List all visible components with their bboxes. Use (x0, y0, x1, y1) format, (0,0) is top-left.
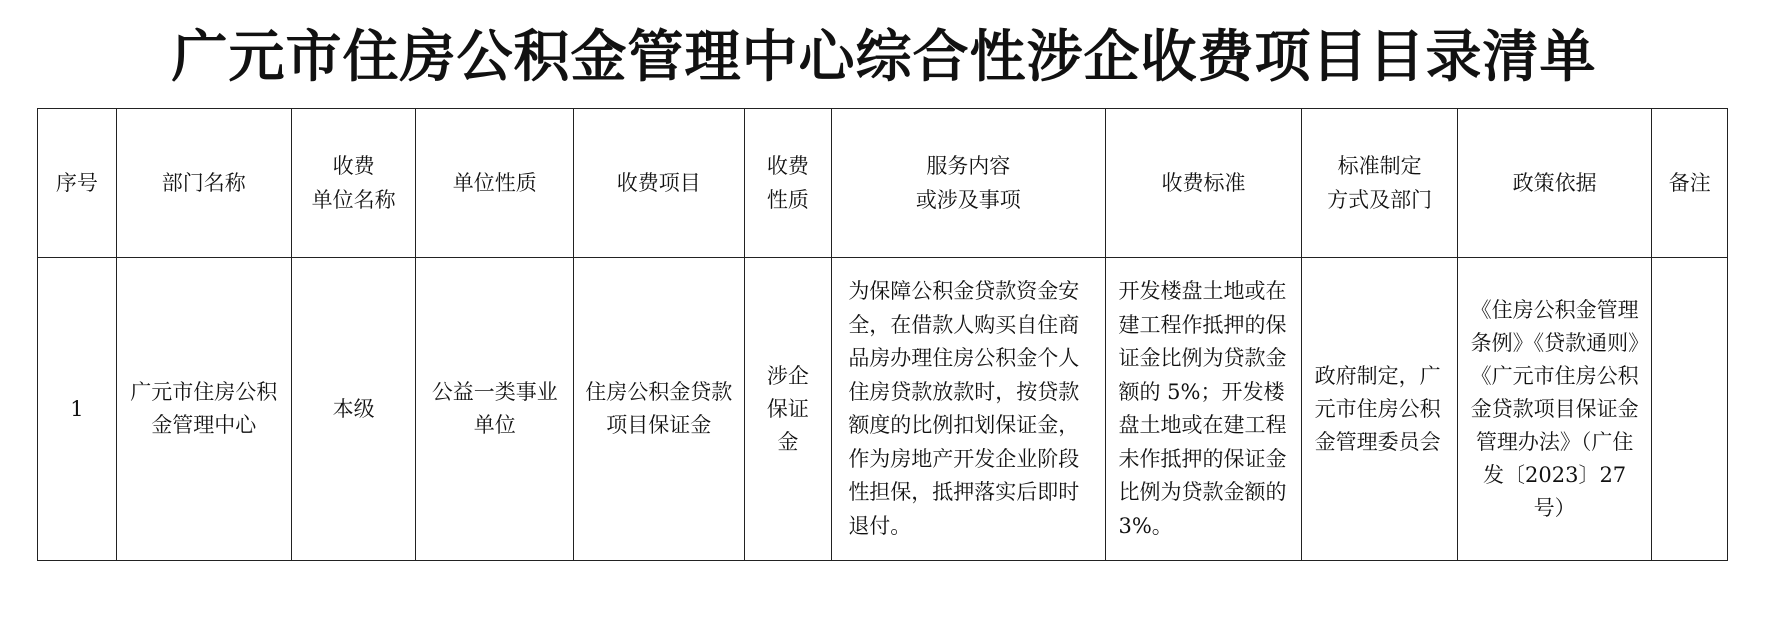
cell-formulation (1302, 258, 1457, 561)
header-charge-unit (291, 109, 416, 258)
header-formulation-line1: 标准制定 (1337, 154, 1422, 178)
header-charge-nature-line1: 收费 (766, 154, 809, 178)
header-formulation (1302, 109, 1457, 258)
cell-service-text: 为保障公积金贷款资金安全，在借款人购买自住商品房办理住房公积金个人住房贷款放款时，按贷款额度的比例扣划保证金，作为房地产开发企业阶段性担保，抵押落实后即时退付。 (848, 279, 1080, 538)
header-charge-unit-line2: 单位名称 (311, 188, 396, 212)
header-service-line1: 服务内容 (926, 154, 1011, 178)
header-remarks: 备注 (1652, 109, 1728, 258)
cell-unit-nature-text: 公益一类事业单位 (431, 380, 558, 437)
page-title: 广元市住房公积金管理中心综合性涉企收费项目目录清单 (171, 25, 1597, 90)
header-standard: 收费标准 (1105, 109, 1302, 258)
header-department: 部门名称 (116, 109, 291, 258)
cell-policy (1457, 258, 1652, 561)
cell-department-text: 广元市住房公积金管理中心 (130, 380, 278, 437)
cell-unit-nature (416, 258, 574, 561)
cell-remarks (1652, 258, 1728, 561)
header-formulation-line2: 方式及部门 (1327, 188, 1433, 212)
header-row (38, 109, 1728, 258)
header-policy: 政策依据 (1457, 109, 1652, 258)
fee-catalog-table (37, 108, 1728, 561)
header-charge-unit-line1: 收费 (332, 154, 375, 178)
cell-service (832, 258, 1105, 561)
header-charge-nature-line2: 性质 (766, 188, 809, 212)
cell-standard-text: 开发楼盘土地或在建工程作抵押的保证金比例为贷款金额的 5%；开发楼盘土地或在建工程未作抵押的保证金比例为贷款金额的 3%。 (1118, 279, 1287, 538)
cell-charge-nature (744, 258, 832, 561)
cell-standard (1105, 258, 1302, 561)
header-charge-item: 收费项目 (573, 109, 744, 258)
header-service-line2: 或涉及事项 (915, 188, 1021, 212)
header-service (832, 109, 1105, 258)
cell-charge-unit: 本级 (291, 258, 416, 561)
header-charge-nature (744, 109, 832, 258)
cell-department (116, 258, 291, 561)
cell-formulation-text: 政府制定，广元市住房公积金管理委员会 (1314, 363, 1441, 454)
cell-policy-text: 《住房公积金管理条例》《贷款通则》《广元市住房公积金贷款项目保证金管理办法》（广住发〔2023〕27 号） (1470, 297, 1639, 520)
cell-charge-item-text: 住房公积金贷款项目保证金 (585, 380, 733, 437)
cell-index: 1 (38, 258, 117, 561)
header-index: 序号 (38, 109, 117, 258)
header-unit-nature: 单位性质 (416, 109, 574, 258)
table-row (38, 258, 1728, 561)
cell-charge-item (573, 258, 744, 561)
cell-charge-nature-text: 涉企保证金 (766, 363, 809, 454)
